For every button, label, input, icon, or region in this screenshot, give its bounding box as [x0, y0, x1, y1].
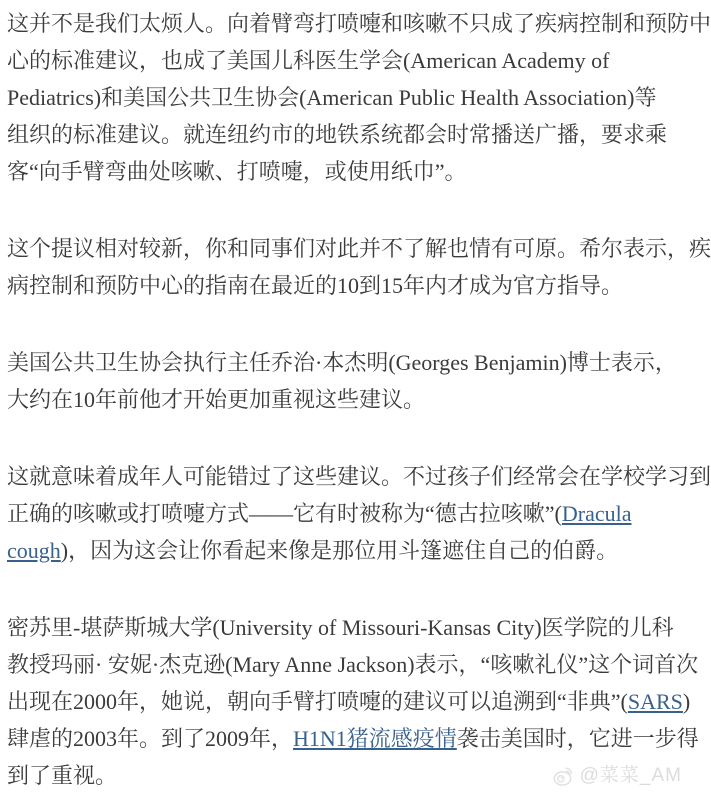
- text-line: [7, 720, 699, 757]
- article-body: [7, 5, 711, 794]
- text-line: [7, 381, 683, 418]
- text-segment: 密苏里-堪萨斯城大学(University of Missouri-Kansas City)医学院的儿科: [7, 615, 674, 640]
- paragraph: [7, 5, 711, 190]
- paragraph: [7, 344, 683, 418]
- text-segment: 组织的标准建议。就连纽约市的地铁系统都会时常播送广播，要求乘: [7, 122, 668, 147]
- text-line: [7, 42, 683, 79]
- text-segment: 病控制和预防中心的指南在最近的10到15年内才成为官方指导。: [7, 273, 624, 298]
- text-segment: 肆虐的2003年。到了2009年，: [7, 726, 294, 751]
- text-line: [7, 458, 711, 495]
- weibo-watermark: [552, 764, 682, 788]
- text-line: [7, 495, 683, 532]
- inline-link[interactable]: H1N1猪流感疫情: [293, 726, 457, 751]
- text-segment: )，因为这会让你看起来像是那位用斗篷遮住自己的伯爵。: [60, 538, 619, 563]
- watermark-handle: @菜菜_AM: [579, 765, 682, 786]
- text-segment: 美国公共卫生协会执行主任乔治·本杰明(Georges Benjamin)博士表示，: [7, 350, 677, 375]
- text-line: [7, 344, 683, 381]
- text-line: [7, 683, 691, 720]
- text-line: [7, 116, 683, 153]
- text-segment: 出现在2000年，她说，朝向手臂打喷嚏的建议可以追溯到“非典”(: [7, 689, 628, 714]
- text-segment: 这并不是我们太烦人。向着臂弯打喷嚏和咳嗽不只成了疾病控制和预防中: [7, 11, 711, 36]
- text-line: [7, 79, 683, 116]
- text-segment: 教授玛丽· 安妮·杰克逊(Mary Anne Jackson)表示，“咳嗽礼仪”这个词首次: [7, 652, 699, 677]
- text-segment: 到了重视。: [7, 763, 118, 788]
- weibo-icon: [552, 764, 576, 788]
- paragraph-container: [7, 5, 711, 794]
- text-line: [7, 153, 683, 190]
- inline-link[interactable]: SARS: [627, 689, 683, 714]
- text-segment: Pediatrics)和美国公共卫生协会(American Public Health Association)等: [7, 85, 657, 110]
- text-line: [7, 646, 699, 683]
- text-segment: 正确的咳嗽或打喷嚏方式——它有时被称为“德古拉咳嗽”(: [7, 501, 562, 526]
- paragraph: [7, 230, 711, 304]
- text-segment: 心的标准建议，也成了美国儿科医生学会(American Academy of: [7, 48, 610, 73]
- text-line: [7, 5, 711, 42]
- paragraph: [7, 458, 711, 569]
- text-line: [7, 267, 683, 304]
- text-segment: 这就意味着成年人可能错过了这些建议。不过孩子们经常会在学校学习到: [7, 464, 711, 489]
- text-segment: 袭击美国时，它进一步得: [456, 726, 699, 751]
- text-segment: 客“向手臂弯曲处咳嗽、打喷嚏，或使用纸巾”。: [7, 159, 467, 184]
- text-line: [7, 230, 711, 267]
- text-segment: 这个提议相对较新，你和同事们对此并不了解也情有可原。希尔表示，疾: [7, 236, 711, 261]
- text-segment: ): [682, 689, 691, 714]
- text-line: [7, 532, 683, 569]
- inline-link[interactable]: Dracula: [561, 501, 632, 526]
- inline-link[interactable]: cough: [7, 538, 61, 563]
- text-line: [7, 609, 683, 646]
- text-segment: 大约在10年前他才开始更加重视这些建议。: [7, 387, 426, 412]
